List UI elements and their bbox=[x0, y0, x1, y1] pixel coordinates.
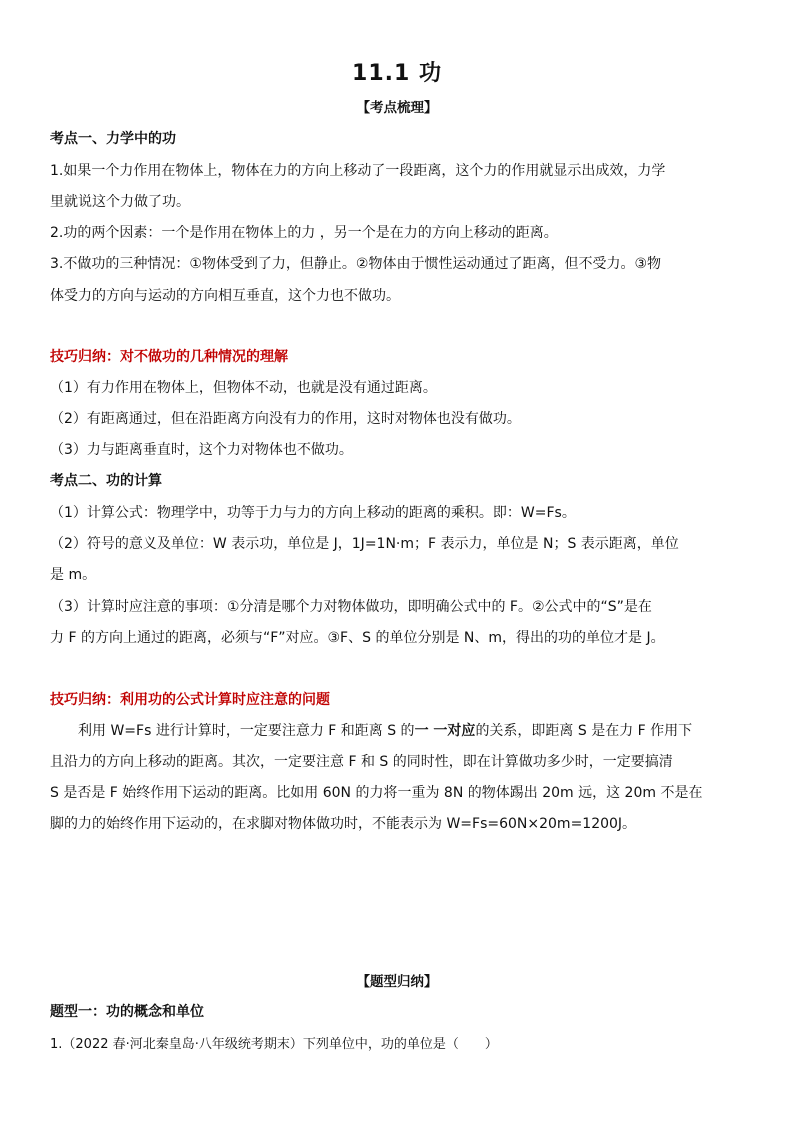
kp2-item-2-line-2: 是 m。 bbox=[50, 567, 97, 583]
page-title: 11.1 功 bbox=[352, 61, 442, 86]
kp1-heading: 考点一、力学中的功 bbox=[50, 131, 176, 147]
tip1-item-1: （1）有力作用在物体上，但物体不动，也就是没有通过距离。 bbox=[50, 380, 437, 396]
tip2-heading: 技巧归纳：利用功的公式计算时应注意的问题 bbox=[50, 692, 330, 708]
section-header-kaodian: 【考点梳理】 bbox=[356, 100, 438, 116]
kp2-item-1: （1）计算公式：物理学中，功等于力与力的方向上移动的距离的乘积。即：W=Fs。 bbox=[50, 505, 576, 521]
tip2-line-1 bbox=[78, 720, 750, 740]
tip2-emphasis-correspondence: 一 一对应 bbox=[414, 723, 476, 739]
kp1-paragraph-2: 2.功的两个因素：一个是作用在物体上的力 ，另一个是在力的方向上移动的距离。 bbox=[50, 225, 558, 241]
kp1-paragraph-1-line-2: 里就说这个力做了功。 bbox=[50, 194, 190, 210]
tip2-line-1-text-c: 的关系，即距离 S 是在力 F 作用下 bbox=[475, 723, 693, 739]
question-1: 1.（2022 春·河北秦皇岛·八年级统考期末）下列单位中，功的单位是（ ） bbox=[50, 1037, 498, 1052]
tip1-item-2: （2）有距离通过，但在沿距离方向没有力的作用，这时对物体也没有做功。 bbox=[50, 411, 521, 427]
kp1-paragraph-1-line-1: 1.如果一个力作用在物体上，物体在力的方向上移动了一段距离，这个力的作用就显示出成效，力学 bbox=[50, 163, 666, 179]
tip2-line-3: S 是否是 F 始终作用下运动的距离。比如用 60N 的力将一重为 8N 的物体踢出 20m 远，这 20m 不是在 bbox=[50, 785, 703, 801]
tip2-line-2: 且沿力的方向上移动的距离。其次，一定要注意 F 和 S 的同时性，即在计算做功多少时，一定要搞清 bbox=[50, 754, 673, 770]
kp1-paragraph-3-line-2: 体受力的方向与运动的方向相互垂直，这个力也不做功。 bbox=[50, 288, 400, 304]
tip2-line-4: 脚的力的始终作用下运动的，在求脚对物体做功时，不能表示为 W=Fs=60N×20m=1200J。 bbox=[50, 816, 637, 832]
tip1-item-3: （3）力与距离垂直时，这个力对物体也不做功。 bbox=[50, 442, 353, 458]
kp2-item-2-line-1: （2）符号的意义及单位：W 表示功，单位是 J，1J=1N·m；F 表示力，单位是 N；S 表示距离，单位 bbox=[50, 536, 679, 552]
tip1-heading: 技巧归纳：对不做功的几种情况的理解 bbox=[50, 349, 288, 365]
kp2-item-3-line-1: （3）计算时应注意的事项：①分清是哪个力对物体做功，即明确公式中的 F。②公式中的“S”是在 bbox=[50, 599, 652, 615]
section-header-tixing: 【题型归纳】 bbox=[356, 974, 438, 990]
kp1-paragraph-3-line-1: 3.不做功的三种情况：①物体受到了力，但静止。②物体由于惯性运动通过了距离，但不受力。③物 bbox=[50, 256, 662, 272]
kp2-heading: 考点二、功的计算 bbox=[50, 473, 162, 489]
type1-heading: 题型一：功的概念和单位 bbox=[50, 1004, 204, 1020]
tip2-line-1-text-a: 利用 W=Fs 进行计算时，一定要注意力 F 和距离 S 的 bbox=[78, 723, 415, 739]
kp2-item-3-line-2: 力 F 的方向上通过的距离，必须与“F”对应。③F、S 的单位分别是 N、m，得出的功的单位才是 J。 bbox=[50, 630, 665, 646]
